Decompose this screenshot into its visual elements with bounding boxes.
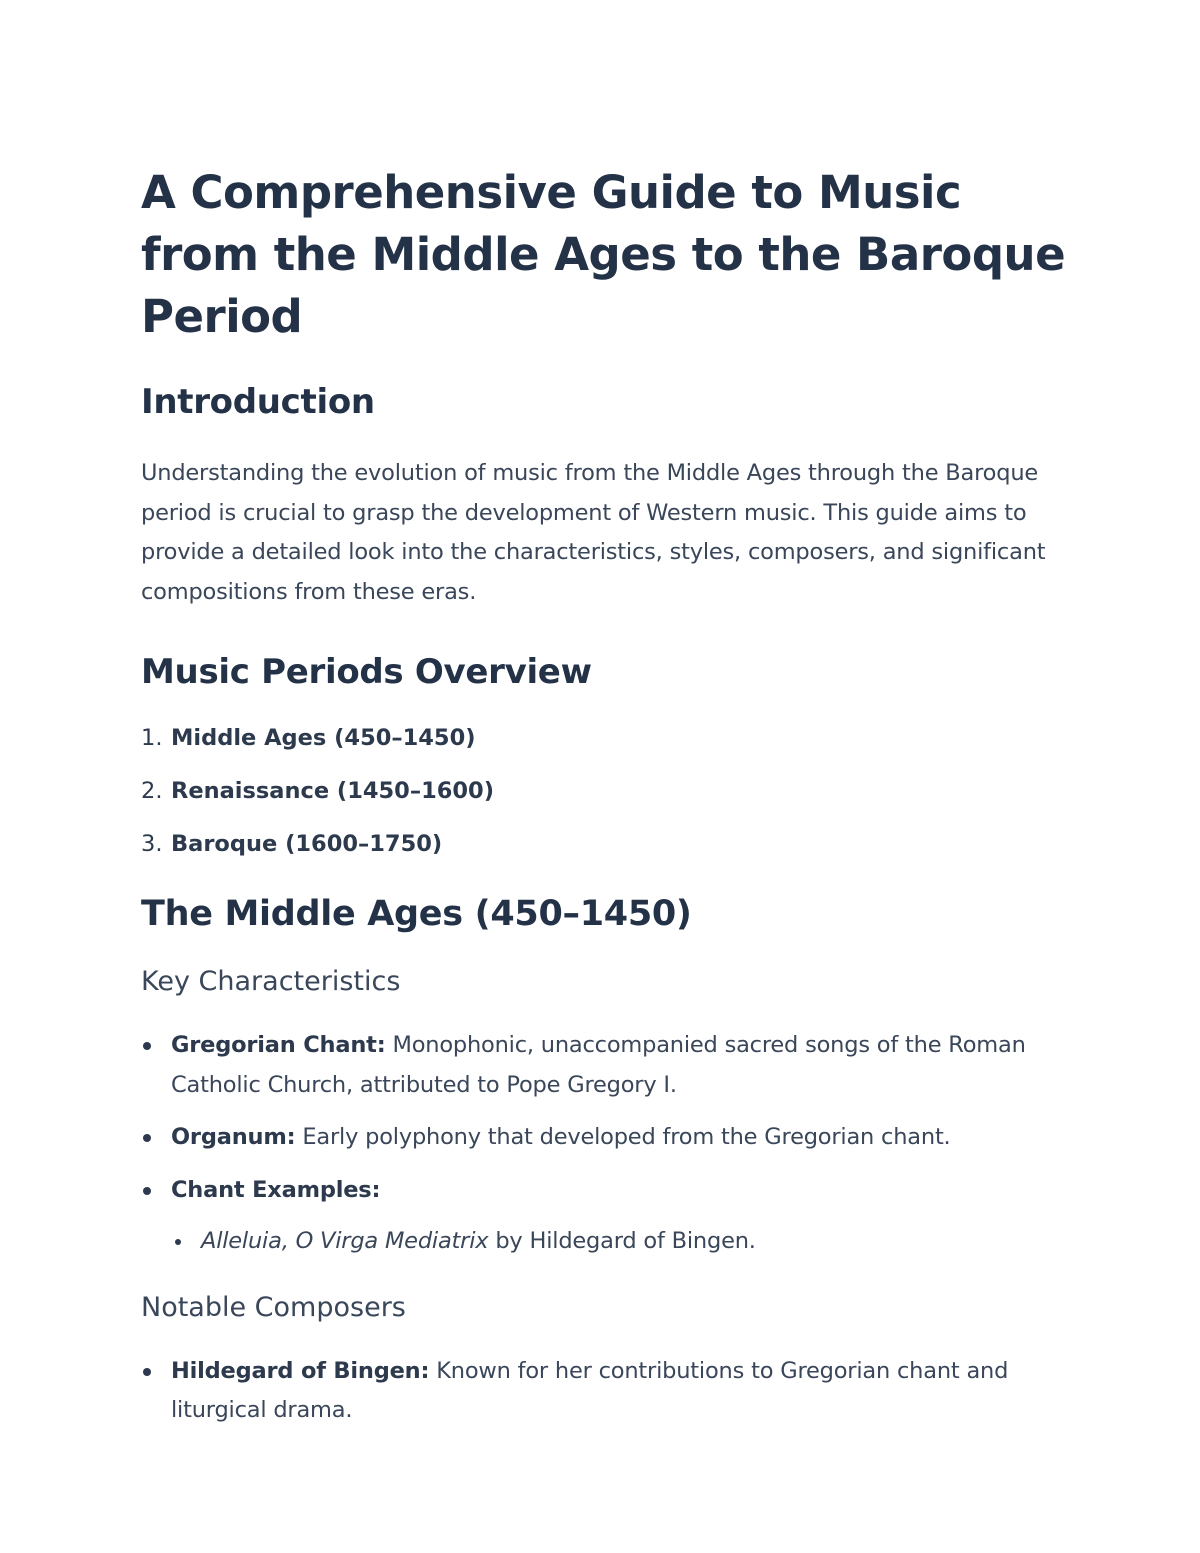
bullet-icon	[175, 1239, 181, 1245]
list-number: 2.	[141, 778, 163, 804]
list-item	[141, 775, 1071, 807]
list-item	[171, 1222, 1071, 1262]
period-label: Baroque (1600–1750)	[171, 831, 443, 857]
notable-composers-heading: Notable Composers	[141, 1291, 406, 1323]
introduction-heading: Introduction	[141, 382, 375, 422]
item-term: Gregorian Chant:	[171, 1032, 386, 1058]
item-text: Known for her contributions to Gregorian chant and liturgical drama.	[171, 1357, 1009, 1423]
list-number: 1.	[141, 725, 163, 751]
composers-list	[141, 1352, 1071, 1431]
middle-ages-heading: The Middle Ages (450–1450)	[141, 894, 692, 934]
bullet-icon	[143, 1134, 151, 1142]
item-text: Monophonic, unaccompanied sacred songs of the Roman Catholic Church, attributed to Pope Gregory I.	[171, 1032, 1026, 1098]
key-characteristics-heading: Key Characteristics	[141, 966, 401, 997]
list-item	[141, 1352, 1071, 1431]
list-item	[141, 1171, 1071, 1262]
chant-text: by Hildegard of Bingen.	[488, 1228, 756, 1254]
period-label: Middle Ages (450–1450)	[171, 725, 476, 751]
chant-examples-list	[171, 1222, 1071, 1262]
list-item	[141, 1118, 1071, 1158]
bullet-icon	[143, 1187, 151, 1195]
chant-title: Alleluia, O Virga Mediatrix	[201, 1228, 489, 1254]
bullet-icon	[143, 1368, 151, 1376]
period-label: Renaissance (1450–1600)	[171, 778, 494, 804]
list-item	[141, 1026, 1071, 1105]
document-title: A Comprehensive Guide to Music from the Middle Ages to the Baroque Period	[141, 166, 1066, 343]
periods-list	[141, 722, 1071, 860]
item-text: Early polyphony that developed from the Gregorian chant.	[295, 1124, 951, 1150]
item-term: Organum:	[171, 1124, 296, 1150]
bullet-icon	[143, 1042, 151, 1050]
introduction-text: Understanding the evolution of music from the Middle Ages through the Baroque period is crucial to grasp the development of Western music. This guide aims to provide a detailed look into the characteristics, styles, composers, and significant compositions from these eras.	[141, 460, 1046, 605]
list-item	[141, 828, 1071, 860]
characteristics-list	[141, 1026, 1071, 1262]
overview-heading: Music Periods Overview	[141, 652, 592, 692]
item-term: Hildegard of Bingen:	[171, 1357, 430, 1384]
list-number: 3.	[141, 831, 163, 857]
list-item	[141, 722, 1071, 754]
item-term: Chant Examples:	[171, 1176, 381, 1203]
document-page	[141, 162, 1071, 1444]
